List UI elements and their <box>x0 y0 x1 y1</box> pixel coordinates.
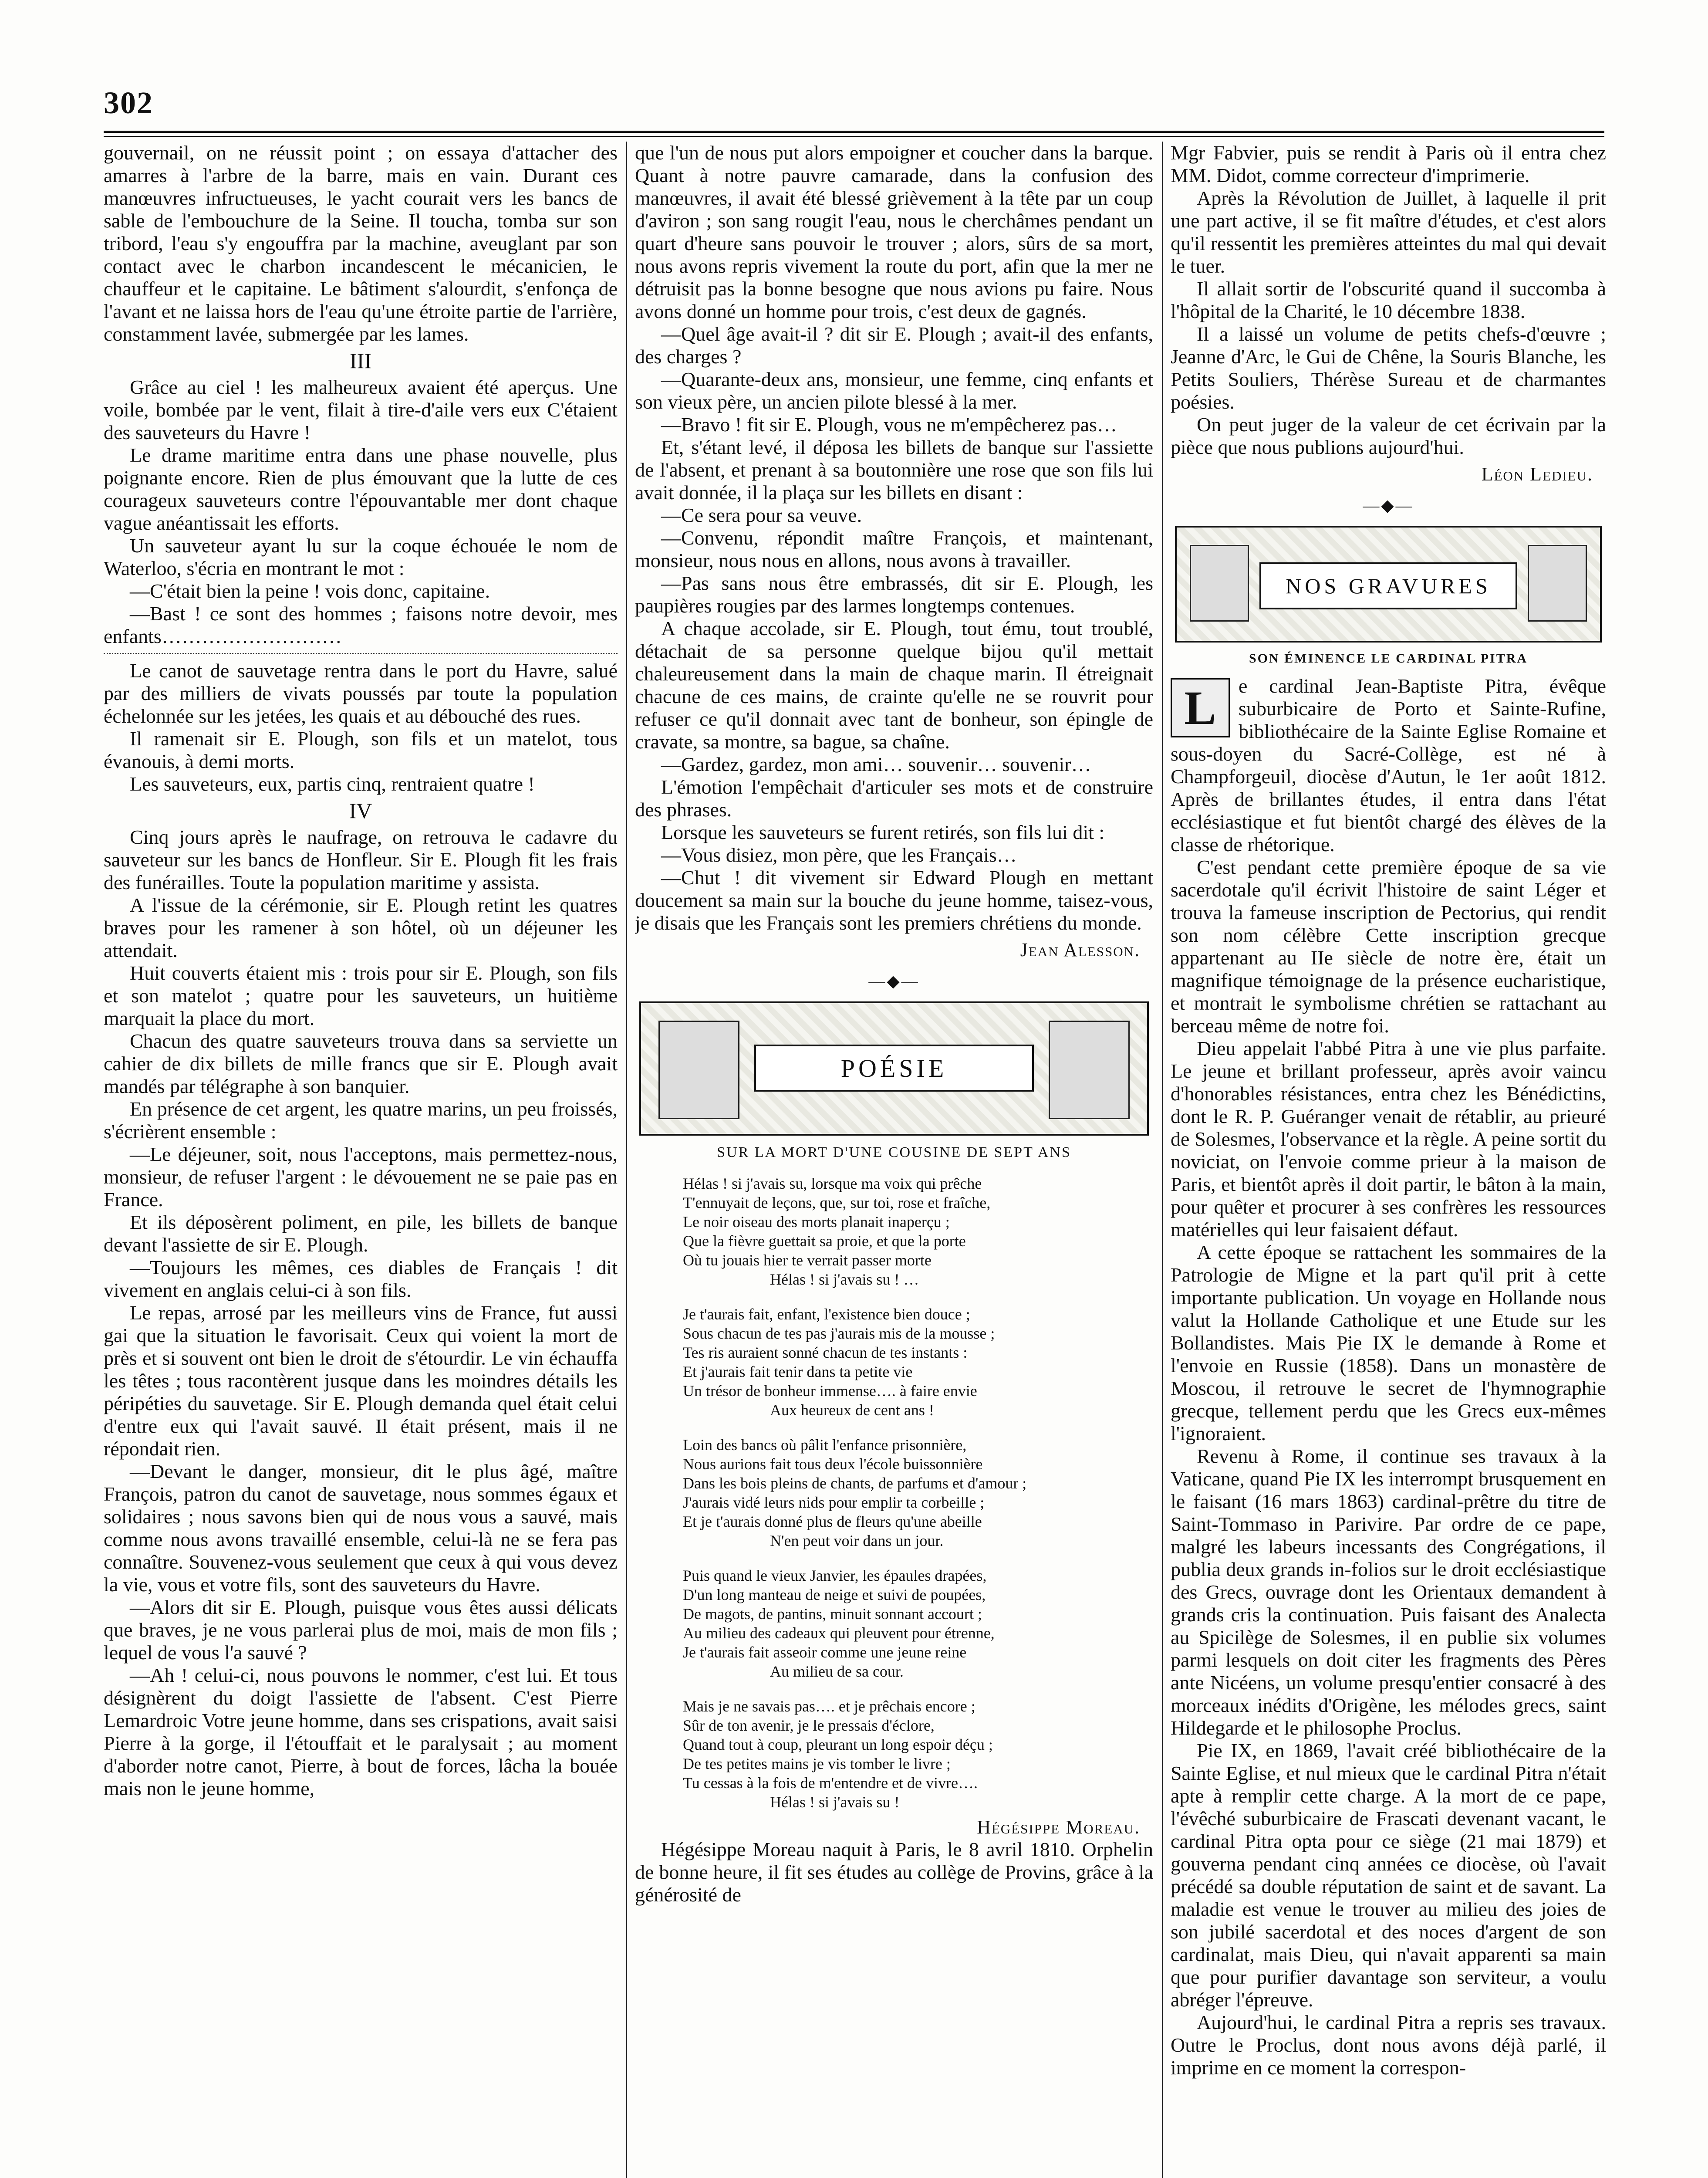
fleuron-ornament: —◆— <box>1363 497 1414 515</box>
column-divider <box>1162 142 1163 2178</box>
poem-refrain: Au milieu de sa cour. <box>770 1663 904 1680</box>
stanza <box>683 1697 1153 1812</box>
paragraph: Mgr Fabvier, puis se rendit à Paris où il entra chez MM. Didot, comme correcteur d'imprimerie. <box>1171 142 1606 186</box>
paragraph: que l'un de nous put alors empoigner et coucher dans la barque. Quant à notre pauvre camarade, dans la confusion des manœuvres, il avait été blessé grièvement à la tête par un coup d'aviron ; son sang rougit l'eau, nous le cherchâmes pendant un quart d'heure sans pouvoir le trouver ; alors, sûrs de sa mort, nous avons repris vivement la route du port, afin que la mer ne détruisit pas la bonne besogne que nous avions pu faire. Nous avons donné un homme pour trois, c'est deux de gagnés. <box>635 142 1153 322</box>
paragraph: C'est pendant cette première époque de sa vie sacerdotale qu'il écrivit l'histoire de saint Léger et trouva la fameuse inscription de Pectorius, qui rendit son nom célèbre Cette inscription grecque appartenant au IIe siècle de notre ère, était un magnifique témoignage de la présence eucharistique, et montrait le symbolisme chrétien se rattachant au berceau même de notre foi. <box>1171 856 1606 1037</box>
paragraph: Après la Révolution de Juillet, à laquelle il prit une part active, il se fit maître d'études, et c'est alors qu'il ressentit les premières atteintes du mal qui devait le tuer. <box>1171 187 1606 277</box>
section-number: IV <box>349 798 372 823</box>
paragraph-text: e cardinal Jean-Baptiste Pitra, évêque suburbicaire de Porto et Sainte-Rufine, bibliothécaire de la Sainte Eglise Romaine et sous-doyen du Sacré-Collège, est né à Champforgeuil, diocèse d'Autun, le 1er août 1812. Après de brillantes études, il entra dans l'état ecclésiastique et fut bientôt chargé des élèves de la classe de rhétorique. <box>1171 675 1606 856</box>
poem-line: Dans les bois pleins de chants, de parfums et d'amour ; <box>683 1475 1027 1492</box>
author-signature: Jean Alesson. <box>1020 939 1140 960</box>
poem-line: Où tu jouais hier te verrait passer morte <box>683 1251 932 1269</box>
paragraph: —Ah ! celui-ci, nous pouvons le nommer, c'est lui. Et tous désignèrent du doigt l'assiette de l'absent. C'est Pierre Lemardroic Votre jeune homme, dans ses crispations, avait saisi Pierre à la gorge, il l'étouffait et le paralysait ; au moment d'aborder notre canot, Pierre, à bout de forces, lâcha la bouée mais non le jeune homme, <box>104 1664 618 1799</box>
paragraph: Grâce au ciel ! les malheureux avaient été aperçus. Une voile, bombée par le vent, filait à tire-d'aile vers eux C'étaient des sauveteurs du Havre ! <box>104 376 618 443</box>
paragraph: Et, s'étant levé, il déposa les billets de banque sur l'assiette de l'absent, et prenant à sa boutonnière une rose que son fils lui avait donnée, il la plaça sur les billets en disant : <box>635 436 1153 504</box>
header-rule <box>104 131 1604 133</box>
header-rule-thin <box>104 136 1604 137</box>
nos-gravures-banner <box>1175 526 1602 643</box>
paragraph: Les sauveteurs, eux, partis cinq, rentraient quatre ! <box>130 773 535 795</box>
poem-line: Puis quand le vieux Janvier, les épaules drapées, <box>683 1567 987 1584</box>
paragraph: —C'était bien la peine ! vois donc, capitaine. <box>130 580 490 602</box>
paragraph: —Quel âge avait-il ? dit sir E. Plough ; avait-il des enfants, des charges ? <box>635 323 1153 368</box>
paragraph: L'émotion l'empêchait d'articuler ses mots et de construire des phrases. <box>635 776 1153 821</box>
poem-line: De tes petites mains je vis tomber le livre ; <box>683 1755 951 1772</box>
poem-line: J'aurais vidé leurs nids pour emplir ta corbeille ; <box>683 1494 985 1511</box>
engraving-figure <box>1528 545 1587 622</box>
section-number: III <box>350 348 371 373</box>
poem-line: Tu cessas à la fois de m'entendre et de vivre…. <box>683 1774 978 1792</box>
author-signature: Léon Ledieu. <box>1481 463 1593 485</box>
paragraph: —Gardez, gardez, mon ami… souvenir… souvenir… <box>661 753 1091 775</box>
paragraph: —Alors dit sir E. Plough, puisque vous êtes aussi délicats que braves, je ne vous parlerai plus de moi, mais de mon fils ; lequel de vous l'a sauvé ? <box>104 1596 618 1664</box>
poem-line: De magots, de pantins, minuit sonnant accourt ; <box>683 1605 982 1623</box>
article-subheading: SON ÉMINENCE LE CARDINAL PITRA <box>1249 651 1528 666</box>
fleuron-ornament: —◆— <box>868 972 920 991</box>
poem-refrain: Aux heureux de cent ans ! <box>770 1401 934 1419</box>
column-1 <box>104 142 618 2178</box>
paragraph: Dieu appelait l'abbé Pitra à une vie plus parfaite. Le jeune et brillant professeur, après avoir vaincu d'honorables résistances, entra chez les Bénédictins, dont le R. P. Guéranger venait de rétablir, au prieuré de Solesmes, l'observance et la règle. A peine sortit du noviciat, on l'envoie comme prieur à la maison de Paris, et bientôt après il doit partir, le bâton à la main, pour quêter et procurer à ses confrères les ressources matérielles qui leur faisaient défaut. <box>1171 1037 1606 1241</box>
paragraph: A cette époque se rattachent les sommaires de la Patrologie de Migne et la part qu'il prit à cette importante publication. Un voyage en Hollande nous valut la Hollande Catholique et une Etude sur les Bollandistes. Mais Pie IX le demande à Rome et l'envoie en Russie (1858). Dans un monastère de Moscou, il retrouve le secret de l'hymnographie grecque, tellement perdu que les Grecs eux-mêmes l'ignoraient. <box>1171 1241 1606 1444</box>
paragraph: Lorsque les sauveteurs se furent retirés, son fils lui dit : <box>661 821 1105 843</box>
stanza <box>683 1174 1153 1289</box>
poem-line: D'un long manteau de neige et suivi de poupées, <box>683 1586 986 1603</box>
column-3 <box>1171 142 1606 2178</box>
column-divider <box>626 142 627 2178</box>
poem-line: Et je t'aurais donné plus de fleurs qu'une abeille <box>683 1513 982 1530</box>
paragraph: Cinq jours après le naufrage, on retrouva le cadavre du sauveteur sur les bancs de Honfleur. Sir E. Plough fit les frais des funérailles. Toute la population maritime y assista. <box>104 826 618 893</box>
poesie-banner <box>639 1001 1149 1136</box>
banner-title: NOS GRAVURES <box>1259 562 1517 609</box>
paragraph: Le canot de sauvetage rentra dans le port du Havre, salué par des milliers de vivats poussés par toute la population échelonnée sur les jetées, les quais et au débouché des rues. <box>104 659 618 727</box>
paragraph: Huit couverts étaient mis : trois pour sir E. Plough, son fils et son matelot ; quatre pour les sauveteurs, un huitième marquait la place du mort. <box>104 962 618 1029</box>
banner-title: POÉSIE <box>754 1045 1034 1092</box>
poem-refrain: Hélas ! si j'avais su ! … <box>770 1271 919 1288</box>
paragraph: —Pas sans nous être embrassés, dit sir E. Plough, les paupières rougies par des larmes longtemps contenues. <box>635 572 1153 617</box>
poem-line: Je t'aurais fait asseoir comme une jeune reine <box>683 1644 967 1661</box>
paragraph: Il ramenait sir E. Plough, son fils et un matelot, tous évanouis, à demi morts. <box>104 727 618 772</box>
page-number: 302 <box>104 85 153 120</box>
paragraph: Un sauveteur ayant lu sur la coque échouée le nom de Waterloo, s'écria en montrant le mot : <box>104 534 618 579</box>
paragraph: Aujourd'hui, le cardinal Pitra a repris ses travaux. Outre le Proclus, dont nous avons déjà parlé, il imprime en ce moment la correspon- <box>1171 2011 1606 2079</box>
poem-line: Loin des bancs où pâlit l'enfance prisonnière, <box>683 1436 967 1454</box>
paragraph: Le repas, arrosé par les meilleurs vins de France, fut aussi gai que la situation le favorisait. Ceux qui voient la mort de près et si souvent ont bien le droit de s'étourdir. Le vin échauffa les têtes ; tous racontèrent jusque dans les moindres détails les péripéties du sauvetage. Sir E. Plough demanda quel était celui d'entre eux qui l'avait sauvé. Il était présent, mais il ne répondait rien. <box>104 1302 618 1460</box>
poem-line: Je t'aurais fait, enfant, l'existence bien douce ; <box>683 1305 970 1323</box>
poem-line: Le noir oiseau des morts planait inaperçu ; <box>683 1213 950 1231</box>
poem-line: Que la fièvre guettait sa proie, et que la porte <box>683 1232 966 1250</box>
dotted-separator <box>104 653 618 654</box>
paragraph: —Le déjeuner, soit, nous l'acceptons, mais permettez-nous, monsieur, de refuser l'argent : le dévouement ne se paie pas en France. <box>104 1143 618 1211</box>
engraving-figure <box>658 1021 739 1119</box>
paragraph: Il allait sortir de l'obscurité quand il succomba à l'hôpital de la Charité, le 10 décembre 1838. <box>1171 277 1606 322</box>
poem-line: Quand tout à coup, pleurant un long espoir déçu ; <box>683 1736 993 1753</box>
poem-refrain: Hélas ! si j'avais su ! <box>770 1793 900 1811</box>
poem-refrain: N'en peut voir dans un jour. <box>770 1532 944 1549</box>
paragraph: Et ils déposèrent poliment, en pile, les billets de banque devant l'assiette de sir E. Plough. <box>104 1211 618 1256</box>
stanza <box>683 1305 1153 1420</box>
paragraph: —Ce sera pour sa veuve. <box>661 504 862 526</box>
poem-line: Nous aurions fait tous deux l'école buissonnière <box>683 1455 983 1473</box>
paragraph: —Toujours les mêmes, ces diables de Français ! dit vivement en anglais celui-ci à son fils. <box>104 1256 618 1301</box>
paragraph: —Chut ! dit vivement sir Edward Plough en mettant doucement sa main sur la bouche du jeune homme, taisez-vous, je disais que les Français sont les premiers chrétiens du monde. <box>635 866 1153 934</box>
engraving-figure <box>1049 1021 1130 1119</box>
poem-line: Mais je ne savais pas…. et je prêchais encore ; <box>683 1698 976 1715</box>
poem-line: Sûr de ton avenir, je le pressais d'éclore, <box>683 1717 935 1734</box>
paragraph: En présence de cet argent, les quatre marins, un peu froissés, s'écrièrent ensemble : <box>104 1098 618 1143</box>
paragraph: —Quarante-deux ans, monsieur, une femme, cinq enfants et son vieux père, un ancien pilote blessé à la mer. <box>635 368 1153 413</box>
paragraph: Hégésippe Moreau naquit à Paris, le 8 avril 1810. Orphelin de bonne heure, il fit ses études au collège de Provins, grâce à la générosité de <box>635 1838 1153 1906</box>
paragraph: Pie IX, en 1869, l'avait créé bibliothécaire de la Sainte Eglise, et nul mieux que le cardinal Pitra n'était apte à remplir cette charge. A la mort de ce pape, l'évêché suburbicaire de Frascati devenant vacant, le cardinal Pitra opta pour ce siège (21 mai 1879) et gouverna pendant cinq années ce diocèse, où l'avait précédé sa double réputation de saint et de savant. La maladie est venue le trouver au milieu des joies de son jubilé sacerdotal et des noces d'argent de son cardinalat, mais Dieu, qui n'avait apparenti sa main que pour purifier davantage son serviteur, a voulu abréger l'épreuve. <box>1171 1739 1606 2011</box>
paragraph: —Vous disiez, mon père, que les Français… <box>661 844 1017 866</box>
paragraph: A chaque accolade, sir E. Plough, tout ému, tout troublé, détachait de sa personne quelque bijou qu'il mettait chaleureusement dans la main de chaque marin. Il étreignait chacune de ces mains, de crainte qu'elle ne se rouvrit pour refuser ce qu'il donnait avec tant de bonheur, son épingle de cravate, sa montre, sa bague, sa chaîne. <box>635 617 1153 753</box>
poem-line: Et j'aurais fait tenir dans ta petite vie <box>683 1363 913 1380</box>
poem-line: T'ennuyait de leçons, que, sur toi, rose et fraîche, <box>683 1194 991 1211</box>
poem <box>683 1174 1153 1812</box>
paragraph: On peut juger de la valeur de cet écrivain par la pièce que nous publions aujourd'hui. <box>1171 413 1606 458</box>
paragraph: gouvernail, on ne réussit point ; on essaya d'attacher des amarres à l'arbre de la barre, mais en vain. Durant ces manœuvres infructueuses, le yacht courait vers les bancs de sable de l'embouchure de la Seine. Il toucha, tomba sur son tribord, l'eau s'y engouffra par la machine, aveuglant par son contact avec le charbon incandescent le mécanicien, le chauffeur et le capitaine. Le bâtiment s'alourdit, s'enfonça de l'avant et ne laissa hors de l'eau qu'une étroite partie de l'arrière, constamment lavée, submergée par les lames. <box>104 142 618 345</box>
column-2 <box>635 142 1153 2178</box>
poem-line: Au milieu des cadeaux qui pleuvent pour étrenne, <box>683 1624 995 1642</box>
poem-line: Tes ris auraient sonné chacun de tes instants : <box>683 1344 968 1361</box>
paragraph: —Devant le danger, monsieur, dit le plus âgé, maître François, patron du canot de sauvetage, nous sommes égaux et solidaires ; nous savons bien qui de nous vous a sauvé, mais comme nous avons travaillé ensemble, celui-là ne se fera pas connaître. Souvenez-vous seulement que ceux à qui vous devez la vie, vous et votre fils, sont des sauveteurs du Havre. <box>104 1460 618 1596</box>
paragraph: Il a laissé un volume de petits chefs-d'œuvre ; Jeanne d'Arc, le Gui de Chêne, la Souris Blanche, les Petits Souliers, Thérèse Sureau et de charmantes poésies. <box>1171 323 1606 413</box>
paragraph: —Bravo ! fit sir E. Plough, vous ne m'empêcherez pas… <box>661 413 1117 436</box>
paragraph: Revenu à Rome, il continue ses travaux à la Vaticane, quand Pie IX les interrompt brusquement en le faisant (16 mars 1863) cardinal-prêtre du titre de Saint-Tommaso in Parivire. Par ordre de ce pape, malgré les labeurs incessants des Congrégations, il publia deux grands in-folios sur le droit ecclésiastique des Grecs, ouvrage dont les Orientaux demandent à grands cris la continuation. Puis faisant des Analecta au Spicilège de Solesmes, il en publie six volumes parmi lesquels on doit citer les fragments des Pères ante Nicéens, un volume presqu'entier consacré à des morceaux inédits d'Origène, les mélodes grecs, saint Hildegarde et le philosophe Proclus. <box>1171 1445 1606 1739</box>
paragraph: A l'issue de la cérémonie, sir E. Plough retint les quatres braves pour les ramener à son hôtel, où un déjeuner les attendait. <box>104 894 618 961</box>
stanza <box>683 1435 1153 1550</box>
paragraph: —Convenu, répondit maître François, et maintenant, monsieur, nous nous en allons, nous avons à travailler. <box>635 527 1153 572</box>
paragraph: —Bast ! ce sont des hommes ; faisons notre devoir, mes enfants……………………… <box>104 602 618 647</box>
paragraph <box>1171 675 1606 856</box>
paragraph: Chacun des quatre sauveteurs trouva dans sa serviette un cahier de dix billets de mille francs que sir E. Plough avait mandés par télégraphe à son banquier. <box>104 1030 618 1097</box>
engraving-figure <box>1190 545 1249 622</box>
poem-title: SUR LA MORT D'UNE COUSINE DE SEPT ANS <box>717 1144 1071 1160</box>
paragraph: Le drame maritime entra dans une phase nouvelle, plus poignante encore. Rien de plus émouvant que la lutte de ces courageux sauveteurs contre l'épouvantable mer dont chaque vague anéantissait les efforts. <box>104 444 618 534</box>
poem-line: Un trésor de bonheur immense…. à faire envie <box>683 1382 977 1400</box>
poem-line: Sous chacun de tes pas j'aurais mis de la mousse ; <box>683 1325 995 1342</box>
drop-cap: L <box>1171 678 1230 737</box>
poem-line: Hélas ! si j'avais su, lorsque ma voix qui prêche <box>683 1175 982 1192</box>
poem-author-signature: Hégésippe Moreau. <box>977 1816 1140 1838</box>
stanza <box>683 1566 1153 1681</box>
